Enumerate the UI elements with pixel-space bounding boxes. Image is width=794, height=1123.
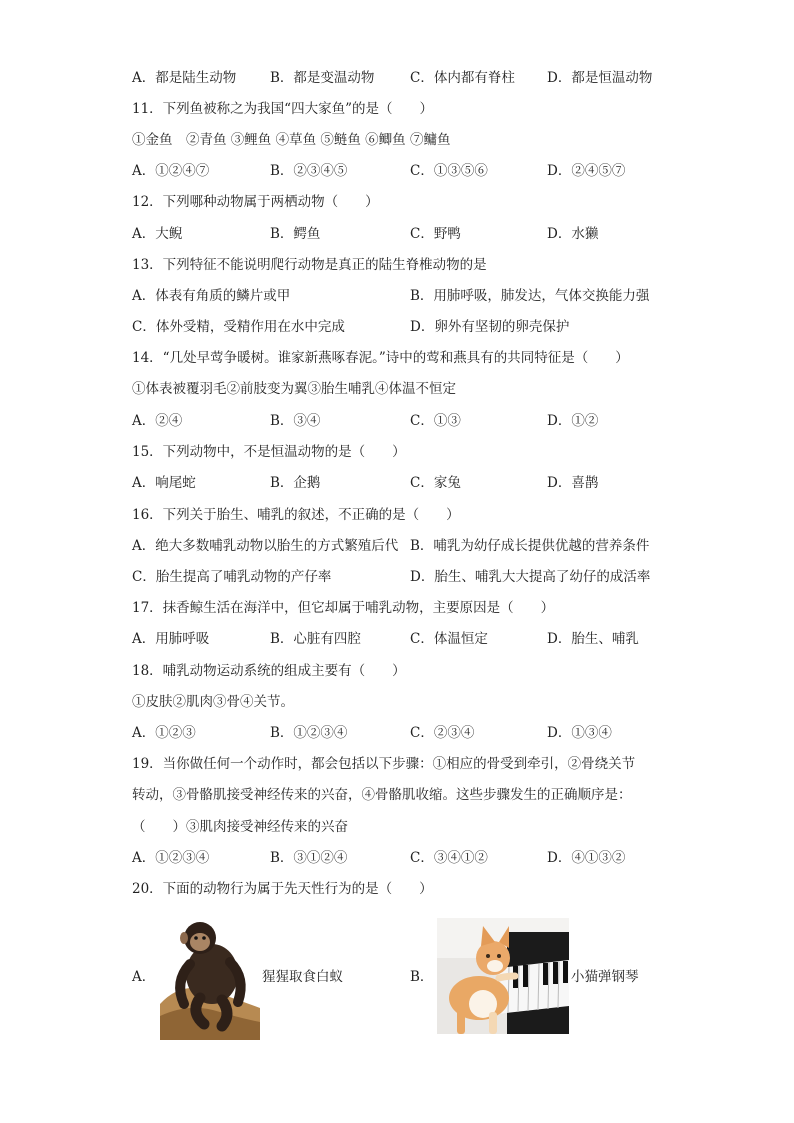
q11-option-a: A．①②④⑦ — [132, 163, 210, 179]
q17-option-c: C．体温恒定 — [410, 631, 488, 647]
q18-option-a: A．①②③ — [132, 725, 196, 741]
q10-option-a: A．都是陆生动物 — [132, 70, 237, 86]
q14-option-d: D．①② — [547, 413, 599, 429]
q15-option-c: C．家兔 — [410, 475, 461, 491]
q11-option-c: C．①③⑤⑥ — [410, 163, 488, 179]
q15-stem: 15．下列动物中，不是恒温动物的是（ ） — [132, 444, 406, 460]
cat-piano-image — [437, 918, 569, 1034]
q10-option-d: D．都是恒温动物 — [547, 70, 653, 86]
q16-option-c: C．胎生提高了哺乳动物的产仔率 — [132, 569, 332, 585]
q16-option-d: D．胎生、哺乳大大提高了幼仔的成活率 — [410, 569, 651, 585]
q11-stem: 11．下列鱼被称之为我国“四大家鱼”的是（ ） — [132, 101, 433, 117]
q19-stem-line-1: 19．当你做任何一个动作时，都会包括以下步骤：①相应的骨受到牵引，②骨绕关节 — [132, 756, 636, 772]
q12-option-c: C．野鸭 — [410, 226, 461, 242]
q18-option-d: D．①③④ — [547, 725, 612, 741]
q14-stem: 14．“几处早莺争暖树。谁家新燕啄春泥。”诗中的莺和燕具有的共同特征是（ ） — [132, 350, 629, 366]
q15-option-d: D．喜鹊 — [547, 475, 599, 491]
q15-option-a: A．响尾蛇 — [132, 475, 196, 491]
q19-stem-line-3: （ ）③肌肉接受神经传来的兴奋 — [132, 819, 348, 835]
q13-option-d: D．卵外有坚韧的卵壳保护 — [410, 319, 570, 335]
q12-option-d: D．水獭 — [547, 226, 599, 242]
q12-option-b: B．鳄鱼 — [270, 226, 321, 242]
q10-option-c: C．体内都有脊柱 — [410, 70, 515, 86]
q17-option-d: D．胎生、哺乳 — [547, 631, 639, 647]
q19-option-a: A．①②③④ — [132, 850, 210, 866]
q13-option-c: C．体外受精，受精作用在水中完成 — [132, 319, 345, 335]
q11-option-d: D．②④⑤⑦ — [547, 163, 626, 179]
q14-items: ①体表被覆羽毛②前肢变为翼③胎生哺乳④体温不恒定 — [132, 381, 456, 397]
chimpanzee-image — [160, 912, 260, 1040]
q16-option-b: B．哺乳为幼仔成长提供优越的营养条件 — [410, 538, 650, 554]
q20-option-a-label: 猩猩取食白蚁 — [262, 969, 343, 985]
q16-option-a: A．绝大多数哺乳动物以胎生的方式繁殖后代 — [132, 538, 399, 554]
q20-option-a-letter: A． — [132, 969, 156, 985]
q18-option-c: C．②③④ — [410, 725, 475, 741]
q17-option-b: B．心脏有四腔 — [270, 631, 361, 647]
q15-option-b: B．企鹅 — [270, 475, 321, 491]
q13-stem: 13．下列特征不能说明爬行动物是真正的陆生脊椎动物的是 — [132, 257, 487, 273]
q12-stem: 12．下列哪种动物属于两栖动物（ ） — [132, 194, 379, 210]
q10-option-b: B．都是变温动物 — [270, 70, 375, 86]
q14-option-b: B．③④ — [270, 413, 321, 429]
q16-stem: 16．下列关于胎生、哺乳的叙述，不正确的是（ ） — [132, 507, 460, 523]
q18-items: ①皮肤②肌肉③骨④关节。 — [132, 694, 294, 710]
q19-option-d: D．④①③② — [547, 850, 626, 866]
q11-option-b: B．②③④⑤ — [270, 163, 348, 179]
q20-stem: 20．下面的动物行为属于先天性行为的是（ ） — [132, 881, 433, 897]
q13-option-b: B．用肺呼吸，肺发达，气体交换能力强 — [410, 288, 650, 304]
q17-option-a: A．用肺呼吸 — [132, 631, 210, 647]
q11-items: ①金鱼 ②青鱼 ③鲤鱼 ④草鱼 ⑤鲢鱼 ⑥鲫鱼 ⑦鳙鱼 — [132, 132, 451, 148]
q12-option-a: A．大鲵 — [132, 226, 183, 242]
q14-option-c: C．①③ — [410, 413, 461, 429]
q14-option-a: A．②④ — [132, 413, 183, 429]
q19-stem-line-2: 转动，③骨骼肌接受神经传来的兴奋，④骨骼肌收缩。这些步骤发生的正确顺序是： — [132, 787, 632, 803]
q19-option-b: B．③①②④ — [270, 850, 348, 866]
q20-option-b-letter: B． — [410, 969, 434, 985]
q20-option-b-label: 小猫弹钢琴 — [571, 969, 639, 985]
q13-option-a: A．体表有角质的鳞片或甲 — [132, 288, 291, 304]
q18-option-b: B．①②③④ — [270, 725, 348, 741]
q18-stem: 18．哺乳动物运动系统的组成主要有（ ） — [132, 663, 406, 679]
q19-option-c: C．③④①② — [410, 850, 488, 866]
q17-stem: 17．抹香鲸生活在海洋中，但它却属于哺乳动物，主要原因是（ ） — [132, 600, 555, 616]
